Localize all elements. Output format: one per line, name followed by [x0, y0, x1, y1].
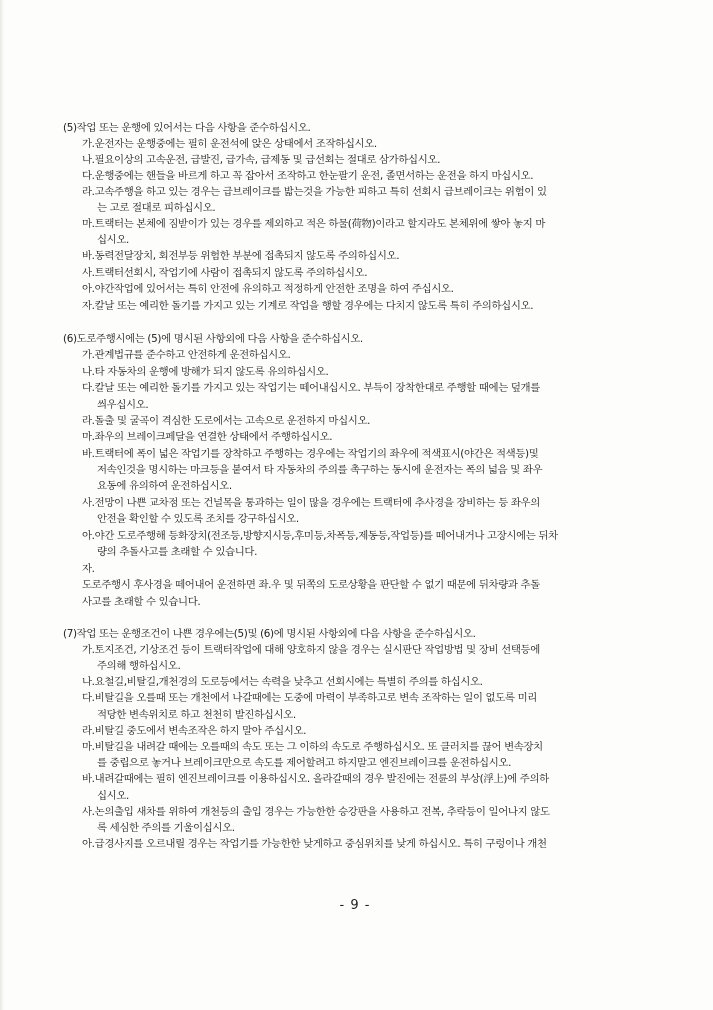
text-line: 아.급경사지를 오르내릴 경우는 작업기를 가능한한 낮게하고 중심위치를 낮게 하십시오. 특히 구렁이나 개천 — [82, 838, 547, 850]
text-line: 량의 추돌사고를 초래할 수 있습니다. — [97, 546, 258, 558]
text-line: 요동에 유의하여 운전하십시오. — [97, 480, 232, 492]
text-line: 십시오. — [97, 790, 130, 802]
text-line: 자.칼날 또는 예리한 돌기를 가지고 있는 기계로 작업을 행할 경우에는 다치지 않도록 특히 주의하십시오. — [82, 300, 534, 312]
text-line: 나.타 자동차의 운행에 방해가 되지 않도록 유의하십시오. — [82, 366, 329, 378]
text-line: 마.비탈길을 내려갈 때에는 오를때의 속도 또는 그 이하의 속도로 주행하십시오. 또 클러치를 끊어 변속장치 — [82, 741, 543, 753]
text-line: 적당한 변속위치로 하고 천천히 발진하십시오. — [97, 709, 296, 721]
section-5-heading: (5)작업 또는 운행에 있어서는 다음 사항을 준수하십시오. — [63, 122, 311, 134]
text-line: 라.고속주행을 하고 있는 경우는 급브레이크를 밟는것을 가능한 피하고 특히 선회시 급브레이크는 위험이 있 — [82, 186, 547, 198]
text-line: 바.내려갈때에는 필히 엔진브레이크를 이용하십시오. 올라갈때의 경우 발진에는 전륜의 부상(浮上)에 주의하 — [82, 773, 549, 785]
text-line: 마.좌우의 브레이크페달을 연결한 상태에서 주행하십시오. — [82, 431, 333, 443]
text-line: 저속인것을 명시하는 마크등을 붙여서 타 자동차의 주의를 촉구하는 동시에 운전자는 폭의 넓음 및 좌우 — [97, 464, 543, 476]
text-line: 가.토지조건, 기상조건 등이 트랙터작업에 대해 양호하지 않을 경우는 실시판단 작업방법 및 장비 선택등에 — [82, 644, 540, 656]
text-line: 바.트랙터에 폭이 넓은 작업기를 장착하고 주행하는 경우에는 작업기의 좌우에 적색표시(야간은 적색등)및 — [82, 448, 539, 460]
scan-edge — [0, 0, 4, 1010]
text-line: 마.트랙터는 본체에 짐받이가 있는 경우를 제외하고 적은 하물(荷物)이라고 할지라도 본체위에 쌓아 놓지 마 — [82, 218, 546, 230]
text-line: 사.전망이 나쁜 교차점 또는 건널목을 통과하는 일이 많을 경우에는 트랙터에 추사경을 장비하는 등 좌우의 — [82, 497, 540, 509]
text-line: 바.동력전달장치, 회전부등 위험한 부분에 접촉되지 않도록 주의하십시오. — [82, 250, 400, 262]
text-line: 가.관계법규를 준수하고 안전하게 운전하십시오. — [82, 349, 291, 361]
text-line: 자. — [82, 563, 95, 575]
text-line: 다.운행중에는 핸들을 바르게 하고 꼭 잡아서 조작하고 한눈팔기 운전, 졸면서하는 운전을 하지 마십시오. — [82, 170, 534, 182]
text-line: 나.요철길,비탈길,개천경의 도로등에서는 속력을 낮추고 선회시에는 특별히 주의를 하십시오. — [82, 676, 483, 688]
section-7-heading: (7)작업 또는 운행조건이 나쁜 경우에는(5)및 (6)에 명시된 사항외에 다음 사항을 준수하십시오. — [63, 628, 476, 640]
text-line: 사.트랙터선회시, 작업기에 사람이 접촉되지 않도록 주의하십시오. — [82, 267, 368, 279]
text-line: 사고를 초래할 수 있습니다. — [82, 596, 201, 608]
text-line: 다.칼날 또는 예리한 돌기를 가지고 있는 작업기는 떼어내십시오. 부득이 장착한대로 주행할 때에는 덮개를 — [82, 382, 540, 394]
text-line: 라.비탈길 중도에서 변속조작은 하지 말아 주십시오. — [82, 725, 307, 737]
text-line: 사.논의출입 새차를 위하여 개천등의 출입 경우는 가능한한 승강판을 사용하고 전복, 추락등이 일어나지 않도 — [82, 806, 550, 818]
text-line: 록 세심한 주의를 기울이십시오. — [97, 822, 235, 834]
text-line: 주의해 행하십시오. — [97, 660, 181, 672]
text-line: 는 고로 절대로 피하십시오. — [97, 202, 216, 214]
section-6-heading: (6)도로주행시에는 (5)에 명시된 사항외에 다음 사항을 준수하십시오. — [63, 333, 363, 345]
text-line: 아.야간작업에 있어서는 특히 안전에 유의하고 적정하게 안전한 조명을 하여 주십시오. — [82, 283, 454, 295]
page-number: - 9 - — [339, 898, 371, 913]
text-line: 가.운전자는 운행중에는 필히 운전석에 앉은 상태에서 조작하십시오. — [82, 138, 377, 150]
text-line: 를 중립으로 놓거나 브레이크만으로 속도를 제어할려고 하지말고 엔진브레이크를 운전하십시오. — [97, 757, 512, 769]
text-line: 안전을 확인할 수 있도록 조치를 강구하십시오. — [97, 513, 299, 525]
text-line: 도로주행시 후사경을 떼어내어 운전하면 좌.우 및 뒤쪽의 도로상황을 판단할 수 없기 때문에 뒤차량과 추돌 — [82, 579, 540, 591]
text-line: 씌우십시오. — [97, 399, 149, 411]
text-line: 아.야간 도로주행해 등화장치(전조등,방향지시등,후미등,차폭등,제동등,작업등)를 떼어내거나 고장시에는 뒤차 — [82, 530, 558, 542]
text-line: 다.비탈길을 오를때 또는 개천에서 나갈때에는 도중에 마력이 부족하고로 변속 조작하는 일이 없도록 미리 — [82, 692, 537, 704]
text-line: 나.필요이상의 고속운전, 급발진, 급가속, 급제동 및 급선회는 절대로 삼가하십시오. — [82, 154, 441, 166]
text-line: 라.돌출 및 굴곡이 격심한 도로에서는 고속으로 운전하지 마십시오. — [82, 415, 371, 427]
text-line: 십시오. — [97, 234, 130, 246]
